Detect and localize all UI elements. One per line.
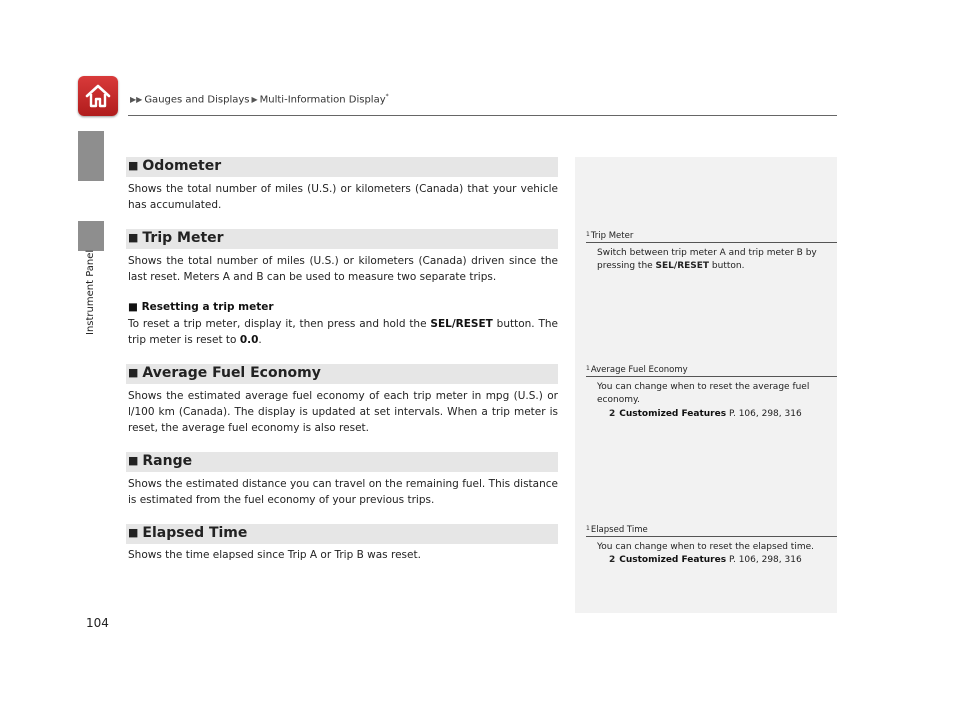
sel-reset-label: SEL/RESET: [430, 318, 493, 330]
note-title-elapsed: $^1$Elapsed Time: [586, 525, 648, 535]
square-bullet-icon: ■: [128, 454, 139, 467]
avg-fuel-text: Shows the estimated average fuel economy of each trip meter in mpg (U.S.) or l/100 km (Canada). The display is updated at set intervals. When a trip meter is reset, the average fuel economy is also reset.: [128, 390, 558, 434]
square-bullet-icon: ■: [128, 526, 139, 539]
odometer-text: Shows the total number of miles (U.S.) or kilometers (Canada) that your vehicle has accumulated.: [128, 183, 558, 211]
reference-arrow-icon: 2: [609, 409, 616, 419]
breadcrumb-asterisk: *: [385, 93, 389, 100]
note-rule: [586, 536, 837, 537]
reset-value: 0.0: [239, 334, 259, 346]
note-title-trip-meter: $^1$Trip Meter: [586, 231, 634, 241]
trip-meter-text: Shows the total number of miles (U.S.) or kilometers (Canada) driven since the last reset. Meters A and B can be used to measure two separate trips.: [128, 255, 558, 283]
square-bullet-icon: ■: [128, 159, 139, 172]
side-tab-lower: [78, 221, 104, 251]
side-tab-upper: [78, 131, 104, 181]
breadcrumb-arrow-icon: ▶▶: [130, 95, 143, 105]
home-icon: [84, 82, 112, 110]
section-title-elapsed: ■ Elapsed Time: [128, 525, 248, 541]
note-rule: [586, 376, 837, 377]
breadcrumb: [128, 93, 389, 105]
square-bullet-icon: ■: [128, 231, 139, 244]
note-marker-icon: 1: [586, 525, 590, 532]
header-rule: [128, 115, 837, 116]
range-text: Shows the estimated distance you can travel on the remaining fuel. This distance is estimated from the fuel economy of your previous trips.: [128, 478, 558, 506]
section-title-trip-meter: ■ Trip Meter: [128, 230, 224, 246]
home-button[interactable]: [78, 76, 118, 116]
section-title-range: ■ Range: [128, 453, 193, 469]
breadcrumb-link-gauges[interactable]: Gauges and Displays: [144, 94, 250, 106]
reference-arrow-icon: 2: [609, 555, 616, 565]
page-number: 104: [86, 616, 109, 630]
resetting-text: To reset a trip meter, display it, then press and hold the SEL/RESET button. The trip meter is reset to 0.0.: [128, 318, 558, 346]
note-marker-icon: 1: [586, 231, 590, 238]
sel-reset-label: SEL/RESET: [655, 261, 710, 271]
ref-link-customized-features[interactable]: 2 Customized Features P. 106, 298, 316: [609, 409, 802, 419]
note-text-avg-fuel: You can change when to reset the average fuel economy.: [597, 382, 810, 405]
side-label: Instrument Panel: [85, 249, 96, 335]
ref-link-customized-features[interactable]: 2 Customized Features P. 106, 298, 316: [609, 555, 802, 565]
breadcrumb-arrow-icon: ▶: [251, 95, 258, 105]
breadcrumb-link-mid[interactable]: Multi-Information Display: [259, 94, 386, 106]
note-rule: [586, 242, 837, 243]
section-title-avg-fuel: ■ Average Fuel Economy: [128, 365, 321, 381]
square-bullet-icon: ■: [128, 301, 138, 313]
note-text-elapsed: You can change when to reset the elapsed time.: [597, 542, 814, 552]
square-bullet-icon: ■: [128, 366, 139, 379]
note-text-trip-meter: Switch between trip meter A and trip meter B by pressing the SEL/RESET button.: [597, 248, 817, 271]
note-title-avg-fuel: $^1$Average Fuel Economy: [586, 365, 688, 375]
section-title-odometer: ■ Odometer: [128, 158, 222, 174]
subsection-resetting: ■ Resetting a trip meter: [128, 301, 274, 313]
elapsed-text: Shows the time elapsed since Trip A or Trip B was reset.: [128, 549, 421, 561]
note-marker-icon: 1: [586, 365, 590, 372]
